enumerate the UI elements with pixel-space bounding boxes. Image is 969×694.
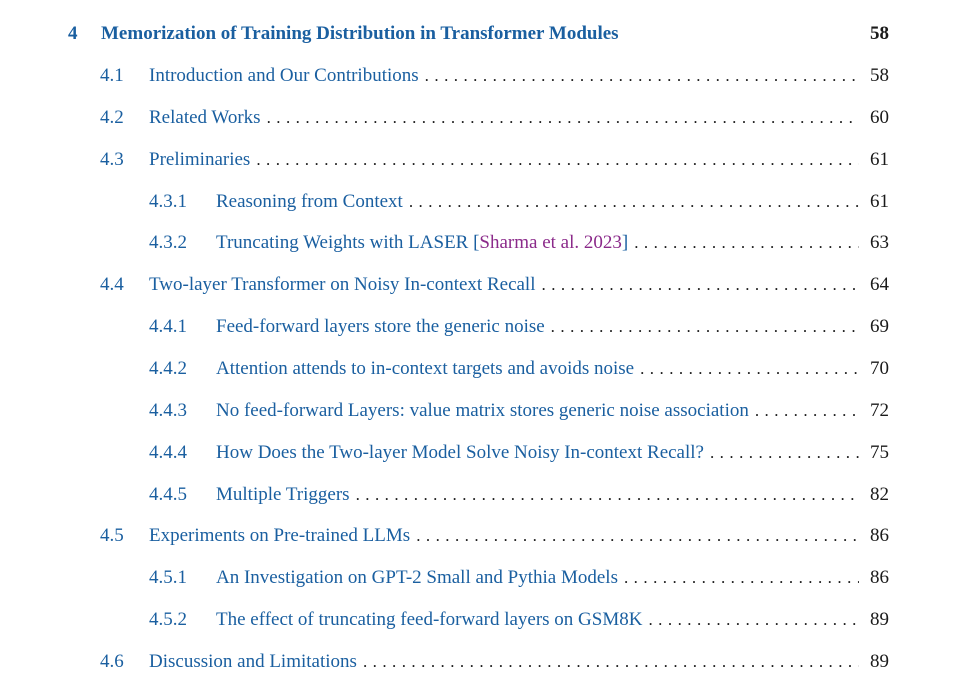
- page-number: 75: [870, 442, 889, 463]
- section-title-line: [149, 647, 859, 677]
- dot-leader: [755, 396, 859, 426]
- toc-entry-row[interactable]: [0, 145, 969, 175]
- toc-entry-row[interactable]: [0, 312, 969, 342]
- subsection-title[interactable]: Truncating Weights with LASER: [216, 232, 469, 253]
- subsection-title-line: [216, 187, 859, 217]
- citation-close-bracket: ]: [621, 232, 629, 253]
- subsection-title[interactable]: How Does the Two-layer Model Solve Noisy In-context Recall?: [216, 438, 710, 468]
- dot-leader: [356, 480, 859, 510]
- dot-leader: [624, 563, 859, 593]
- section-number: 4.4: [100, 274, 124, 295]
- subsection-title[interactable]: No feed-forward Layers: value matrix stores generic noise association: [216, 396, 755, 426]
- subsection-title-line: [216, 480, 859, 510]
- subsection-number: 4.3.1: [149, 191, 187, 212]
- section-title-line: [149, 61, 859, 91]
- subsection-title-line: [216, 312, 859, 342]
- page-number: 60: [870, 107, 889, 128]
- toc-entry-row[interactable]: [0, 521, 969, 551]
- section-title[interactable]: Discussion and Limitations: [149, 647, 363, 677]
- subsection-number: 4.4.3: [149, 400, 187, 421]
- toc-entry-row[interactable]: [0, 438, 969, 468]
- section-title[interactable]: Introduction and Our Contributions: [149, 61, 425, 91]
- dot-leader: [256, 145, 859, 175]
- page-number: 86: [870, 525, 889, 546]
- toc-entry-row[interactable]: [0, 187, 969, 217]
- subsection-number: 4.4.5: [149, 484, 187, 505]
- subsection-title-with-citation[interactable]: [216, 228, 634, 258]
- dot-leader: [416, 521, 859, 551]
- section-title[interactable]: Two-layer Transformer on Noisy In-context Recall: [149, 270, 542, 300]
- dot-leader: [409, 187, 859, 217]
- subsection-title[interactable]: Attention attends to in-context targets and avoids noise: [216, 354, 640, 384]
- page-number: 72: [870, 400, 889, 421]
- toc-entry-row[interactable]: [0, 396, 969, 426]
- subsection-title[interactable]: Reasoning from Context: [216, 187, 409, 217]
- toc-entry-row[interactable]: [0, 647, 969, 677]
- section-number: 4.1: [100, 65, 124, 86]
- page-number: 70: [870, 358, 889, 379]
- subsection-number: 4.5.2: [149, 609, 187, 630]
- subsection-title-line: [216, 563, 859, 593]
- section-title[interactable]: Experiments on Pre-trained LLMs: [149, 521, 416, 551]
- citation-link[interactable]: Sharma et al. 2023: [479, 232, 622, 253]
- subsection-title[interactable]: Multiple Triggers: [216, 480, 356, 510]
- toc-entry-row[interactable]: [0, 605, 969, 635]
- dot-leader: [634, 228, 859, 258]
- subsection-title-line: [216, 396, 859, 426]
- page-number: 63: [870, 232, 889, 253]
- subsection-title[interactable]: The effect of truncating feed-forward layers on GSM8K: [216, 605, 648, 635]
- citation-open-bracket: [: [473, 232, 480, 253]
- subsection-number: 4.5.1: [149, 567, 187, 588]
- toc-chapter-row[interactable]: [0, 19, 969, 49]
- section-number: 4.3: [100, 149, 124, 170]
- toc-entry-row[interactable]: [0, 354, 969, 384]
- subsection-number: 4.4.4: [149, 442, 187, 463]
- toc-entry-row[interactable]: [0, 103, 969, 133]
- subsection-title-line: [216, 228, 859, 258]
- section-title-line: [149, 103, 859, 133]
- dot-leader: [542, 270, 860, 300]
- page-number: 58: [870, 65, 889, 86]
- dot-leader: [363, 647, 859, 677]
- page-number: 89: [870, 609, 889, 630]
- subsection-title-line: [216, 605, 859, 635]
- page-number: 61: [870, 149, 889, 170]
- section-title-line: [149, 145, 859, 175]
- page-number: 69: [870, 316, 889, 337]
- section-number: 4.5: [100, 525, 124, 546]
- page-number: 89: [870, 651, 889, 672]
- dot-leader: [710, 438, 859, 468]
- dot-leader: [648, 605, 859, 635]
- toc-entry-row[interactable]: [0, 228, 969, 258]
- dot-leader: [640, 354, 859, 384]
- chapter-page-number: 58: [870, 23, 889, 44]
- subsection-title[interactable]: Feed-forward layers store the generic noise: [216, 312, 551, 342]
- toc-entry-row[interactable]: [0, 563, 969, 593]
- subsection-number: 4.4.2: [149, 358, 187, 379]
- page-number: 64: [870, 274, 889, 295]
- section-title[interactable]: Related Works: [149, 103, 267, 133]
- section-title-line: [149, 521, 859, 551]
- section-number: 4.2: [100, 107, 124, 128]
- subsection-number: 4.4.1: [149, 316, 187, 337]
- toc-entry-row[interactable]: [0, 270, 969, 300]
- chapter-number: 4: [68, 23, 78, 44]
- section-title-line: [149, 270, 859, 300]
- toc-entry-row[interactable]: [0, 480, 969, 510]
- dot-leader: [425, 61, 859, 91]
- chapter-title[interactable]: Memorization of Training Distribution in Transformer Modules: [101, 23, 619, 44]
- toc-entry-row[interactable]: [0, 61, 969, 91]
- page-number: 82: [870, 484, 889, 505]
- subsection-title-line: [216, 354, 859, 384]
- page-number: 61: [870, 191, 889, 212]
- page-number: 86: [870, 567, 889, 588]
- dot-leader: [267, 103, 859, 133]
- section-number: 4.6: [100, 651, 124, 672]
- dot-leader: [551, 312, 859, 342]
- subsection-title-line: [216, 438, 859, 468]
- subsection-title[interactable]: An Investigation on GPT-2 Small and Pythia Models: [216, 563, 624, 593]
- section-title[interactable]: Preliminaries: [149, 145, 256, 175]
- subsection-number: 4.3.2: [149, 232, 187, 253]
